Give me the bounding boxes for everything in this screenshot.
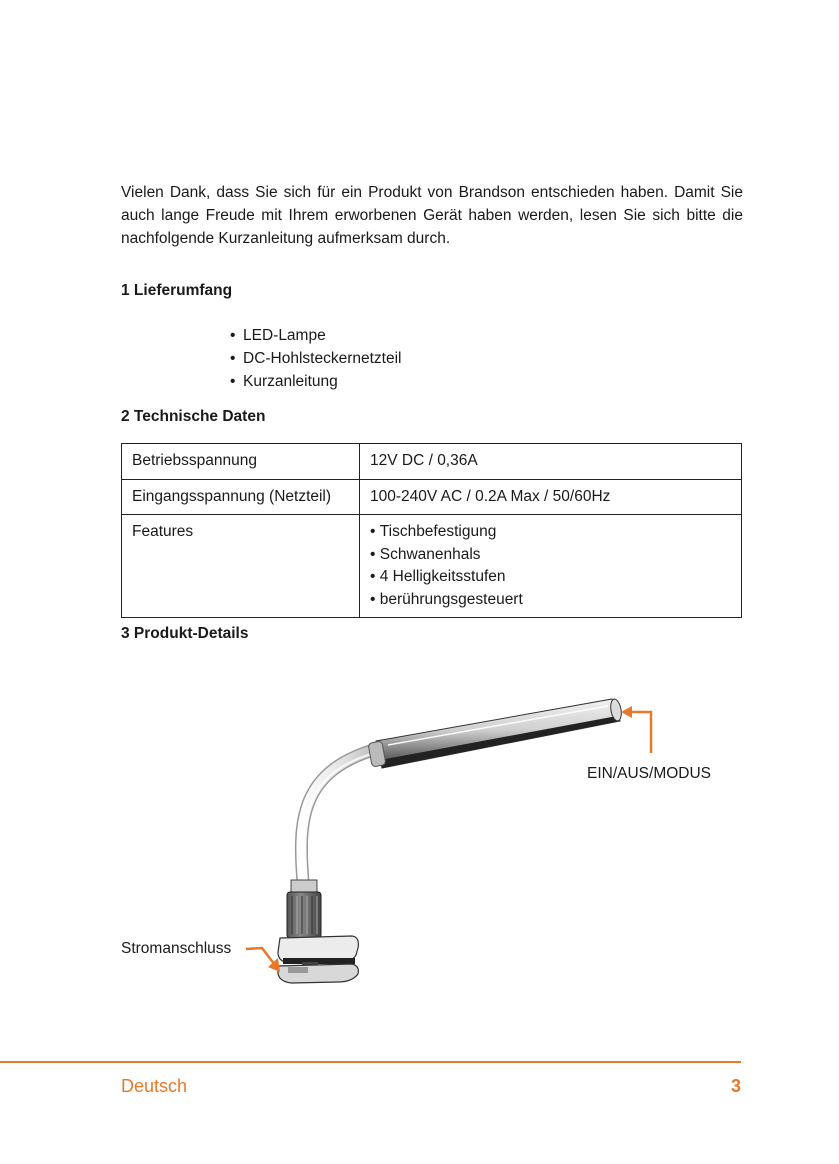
table-cell-label: Betriebsspannung	[122, 444, 360, 480]
section-heading-details: 3 Produkt-Details	[121, 625, 249, 642]
table-cell-value: 12V DC / 0,36A	[360, 444, 742, 480]
section-heading-scope: 1 Lieferumfang	[121, 282, 233, 299]
callout-arrow-onoff	[631, 712, 651, 753]
table-clamp	[278, 936, 358, 983]
label-on-off-mode: EIN/AUS/MODUS	[587, 765, 712, 782]
intro-paragraph: Vielen Dank, dass Sie sich für ein Produkt von Brandson entschieden haben. Damit Sie auch lange Freude mit Ihrem erworbenen Gerät haben werden, lesen Sie sich bitte die nachfolgende Kurzanleitung aufmerksam durch.	[121, 184, 743, 247]
lamp-head	[368, 698, 623, 768]
footer-divider	[0, 1061, 741, 1063]
page-number: 3	[730, 1076, 741, 1096]
label-power-connector: Stromanschluss	[121, 940, 232, 957]
callout-arrow-power	[246, 948, 275, 965]
list-item: • Tischbefestigung	[370, 521, 731, 544]
lamp-collar	[287, 880, 321, 938]
list-item: • berührungsgesteuert	[370, 589, 731, 612]
section-heading-specs: 2 Technische Daten	[121, 408, 266, 425]
footer-language: Deutsch	[121, 1076, 188, 1096]
list-item: • 4 Helligkeitsstufen	[370, 566, 731, 589]
table-cell-value: 100-240V AC / 0.2A Max / 50/60Hz	[360, 479, 742, 515]
table-cell-label: Features	[122, 515, 360, 618]
list-item: • Schwanenhals	[370, 544, 731, 567]
table-cell-label: Eingangsspannung (Netzteil)	[122, 479, 360, 515]
list-item: • DC-Hohlsteckernetzteil	[230, 347, 402, 370]
list-item: • LED-Lampe	[230, 324, 402, 347]
list-item: • Kurzanleitung	[230, 370, 402, 393]
